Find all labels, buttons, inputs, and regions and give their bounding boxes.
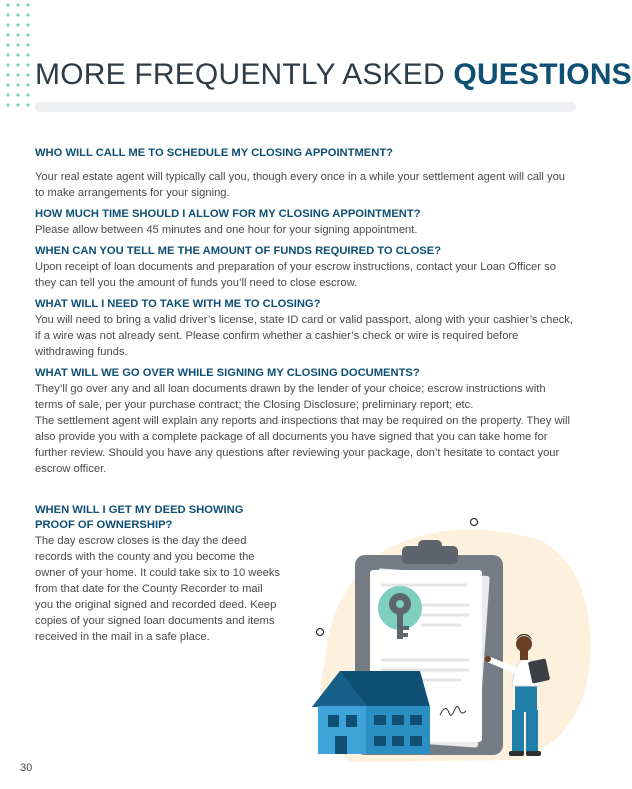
decor-circle-icon xyxy=(317,629,324,636)
faq-question-line-2: PROOF OF OWNERSHIP? xyxy=(35,519,173,531)
faq-item xyxy=(35,207,575,238)
page-title-light: MORE FREQUENTLY ASKED xyxy=(35,58,445,91)
clipboard-house-person-illustration xyxy=(290,510,590,765)
decor-circle-icon xyxy=(471,519,478,526)
title-underline-bar xyxy=(35,102,576,112)
faq-item xyxy=(35,244,575,291)
page-number: 30 xyxy=(20,762,33,774)
faq-answer: Upon receipt of loan documents and preparation of your escrow instructions, contact your Loan Officer so they can tell you the amount of funds you’ll need to close escrow. xyxy=(35,261,556,289)
page-title-bold: QUESTIONS xyxy=(453,58,632,91)
faq-item xyxy=(35,366,575,477)
faq-answer: Your real estate agent will typically call you, though every once in a while your settlement agent will call you to make arrangements for your signing. xyxy=(35,171,566,199)
faq-item-deed xyxy=(35,503,280,645)
faq-question-line-1: WHEN WILL I GET MY DEED SHOWING xyxy=(35,504,244,516)
page-title xyxy=(35,58,632,92)
faq-question: WHAT WILL WE GO OVER WHILE SIGNING MY CLOSING DOCUMENTS? xyxy=(35,367,420,379)
faq-question: WHO WILL CALL ME TO SCHEDULE MY CLOSING APPOINTMENT? xyxy=(35,147,393,159)
faq-answer: The day escrow closes is the day the deed records with the county and you become the owner of your home. It could take six to 10 weeks from that date for the County Recorder to mail you the original signed and recorded deed. Keep copies of your signed loan documents and items received in the mail in a safe place. xyxy=(35,535,281,643)
faq-question: WHAT WILL I NEED TO TAKE WITH ME TO CLOSING? xyxy=(35,298,321,310)
faq-answer: Please allow between 45 minutes and one hour for your signing appointment. xyxy=(35,224,418,236)
faq-list xyxy=(35,146,575,483)
dot-grid-icon xyxy=(4,2,30,112)
faq-question: WHEN CAN YOU TELL ME THE AMOUNT OF FUNDS REQUIRED TO CLOSE? xyxy=(35,245,442,257)
faq-answer-continued: The settlement agent will explain any reports and inspections that may be required on the property. They will also provide you with a complete package of all documents you have signed that you can take home for further review. Should you have any questions after reviewing your package, don’t hesitate to contact your escrow officer. xyxy=(35,415,571,475)
faq-answer: You will need to bring a valid driver’s license, state ID card or valid passport, along with your cashier’s check, if a wire was not already sent. Please confirm whether a cashier’s check or wire is required before withdrawing funds. xyxy=(35,314,573,358)
faq-question: HOW MUCH TIME SHOULD I ALLOW FOR MY CLOSING APPOINTMENT? xyxy=(35,208,421,220)
faq-item xyxy=(35,297,575,360)
faq-item xyxy=(35,146,575,201)
faq-answer: They’ll go over any and all loan documents drawn by the lender of your choice; escrow instructions with terms of sale, per your purchase contract; the Closing Disclosure; preliminary report; etc. xyxy=(35,383,546,411)
